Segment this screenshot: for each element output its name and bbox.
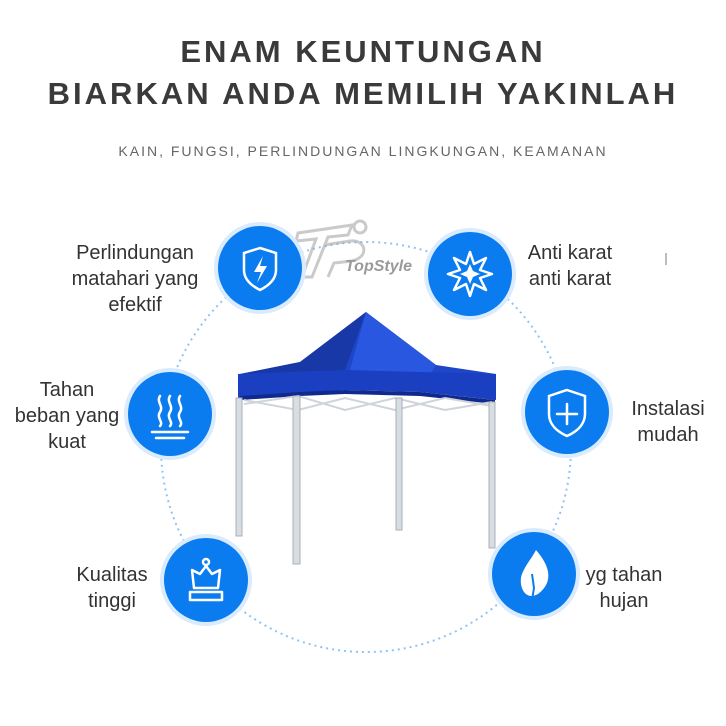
anti-rust-label: [510, 240, 630, 292]
load-bearing-line2: beban yang: [14, 405, 120, 427]
rain-resistant-badge: [492, 532, 576, 616]
anti-rust-line2: anti karat: [528, 268, 612, 290]
easy-install-label: [618, 396, 718, 448]
sun-protection-line2: matahari yang: [71, 268, 199, 290]
easy-install-line1: Instalasi: [631, 398, 705, 420]
sun-protection-line3: efektif: [108, 294, 162, 316]
load-bearing-line3: kuat: [48, 431, 86, 453]
sun-protection-badge: [218, 226, 302, 310]
high-quality-label: [62, 562, 162, 614]
anti-rust-line1: Anti karat: [527, 242, 613, 264]
watermark-text: TopStyle: [345, 258, 412, 275]
leaf-icon: [492, 532, 576, 616]
easy-install-line2: mudah: [637, 424, 699, 446]
sun-protection-line1: Perlindungan: [76, 242, 194, 264]
tent-legs: [236, 396, 495, 564]
tent-canopy: [238, 312, 496, 404]
rain-resistant-label: [574, 562, 674, 614]
page-title-line1: ENAM KEUNTUNGAN: [180, 34, 546, 69]
starburst-icon: [428, 232, 512, 316]
high-quality-line2: tinggi: [88, 590, 136, 612]
divider-mark: [665, 253, 667, 265]
load-bearing-label: [5, 377, 129, 455]
shield-plus-icon: [525, 370, 609, 454]
easy-install-badge: [525, 370, 609, 454]
rain-resistant-line1: yg tahan: [585, 564, 663, 586]
heat-waves-icon: [128, 372, 212, 456]
page-subtitle: KAIN, FUNGSI, PERLINDUNGAN LINGKUNGAN, KEAMANAN: [118, 143, 608, 159]
rain-resistant-line2: hujan: [599, 590, 649, 612]
load-bearing-badge: [128, 372, 212, 456]
shield-lightning-icon: [218, 226, 302, 310]
load-bearing-line1: Tahan: [39, 379, 95, 401]
high-quality-badge: [164, 538, 248, 622]
anti-rust-badge: [428, 232, 512, 316]
crown-icon: [164, 538, 248, 622]
page-title-line2: BIARKAN ANDA MEMILIH YAKINLAH: [47, 76, 679, 111]
high-quality-line1: Kualitas: [76, 564, 148, 586]
sun-protection-label: [50, 240, 220, 318]
